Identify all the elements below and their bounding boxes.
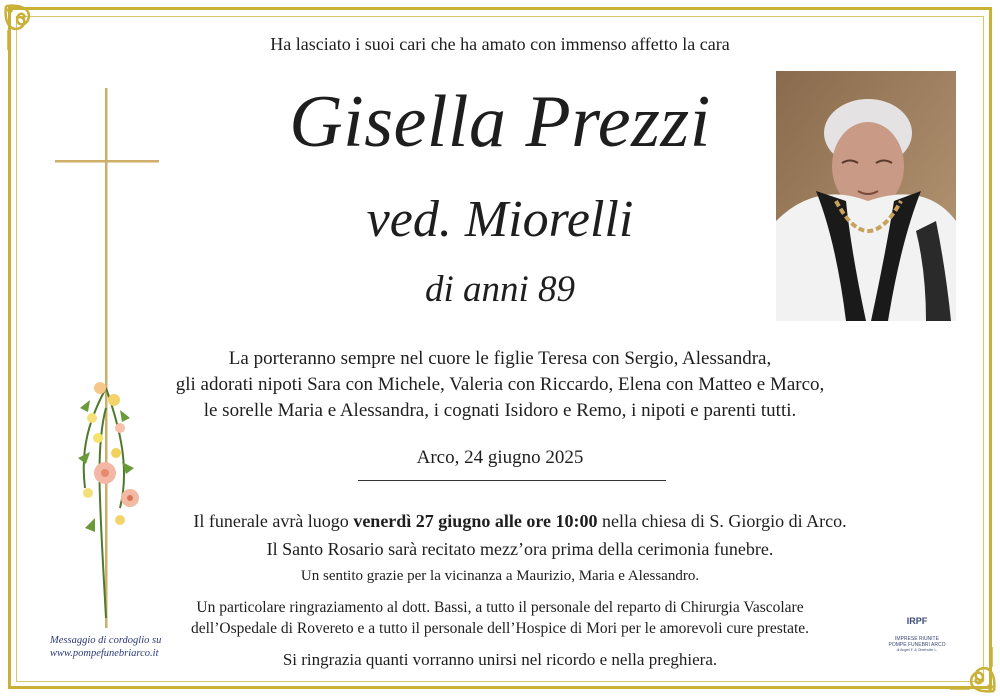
intro-line: Ha lasciato i suoi cari che ha amato con immenso affetto la cara (270, 34, 730, 54)
portrait-photo (776, 71, 956, 321)
logo-line: IMPRESE RIUNITE (895, 636, 939, 642)
funeral-info (120, 507, 920, 563)
ornament-corner-icon (946, 643, 998, 695)
family-line: La porteranno sempre nel cuore le figlie Teresa con Sergio, Alessandra, (228, 348, 772, 369)
rosary-line: Il Santo Rosario sarà recitato mezz’ora prima della cerimonia funebre. (266, 539, 774, 559)
website-link[interactable]: www.pompefunebriarco.it (50, 648, 159, 659)
funeral-datetime: venerdì 27 giugno alle ore 10:00 (353, 511, 598, 531)
family-line: gli adorati nipoti Sara con Michele, Valeria con Riccardo, Elena con Matteo e Marco, (175, 374, 825, 395)
closing-line: Si ringrazia quanti vorranno unirsi nel ricordo e nella preghiera. (282, 650, 718, 669)
age-line: di anni 89 (424, 269, 576, 310)
website-note (50, 634, 161, 660)
funeral-intro: Il funerale avrà luogo (193, 511, 354, 531)
thanks-staff-line: dell’Ospedale di Rovereto e a tutto il personale dell’Hospice di Mori per le amorevoli cure prestate. (190, 620, 810, 637)
family-message (150, 346, 850, 424)
deceased-name: Gisella Prezzi (289, 81, 711, 163)
divider (358, 480, 666, 481)
widow-of-line: ved. Miorelli (366, 191, 634, 248)
website-caption: Messaggio di cordoglio su (50, 635, 162, 646)
funeral-home-logo (886, 614, 948, 664)
thanks-neighbors: Un sentito grazie per la vicinanza a Maurizio, Maria e Alessandro. (300, 568, 700, 584)
family-line: le sorelle Maria e Alessandra, i cognati Isidoro e Remo, i nipoti e parenti tutti. (203, 400, 797, 421)
logo-line: di Angeli F. & Oberhofer L. (896, 648, 938, 652)
logo-mark: IRPF (906, 616, 928, 626)
place-date: Arco, 24 giugno 2025 (416, 447, 584, 468)
thanks-staff-line: Un particolare ringraziamento al dott. Bassi, a tutto il personale del reparto di Chirurgia Vascolare (196, 599, 804, 616)
thanks-staff (150, 597, 850, 639)
logo-line: POMPE FUNEBRI ARCO (888, 642, 946, 648)
funeral-location: nella chiesa di S. Giorgio di Arco. (597, 511, 847, 531)
